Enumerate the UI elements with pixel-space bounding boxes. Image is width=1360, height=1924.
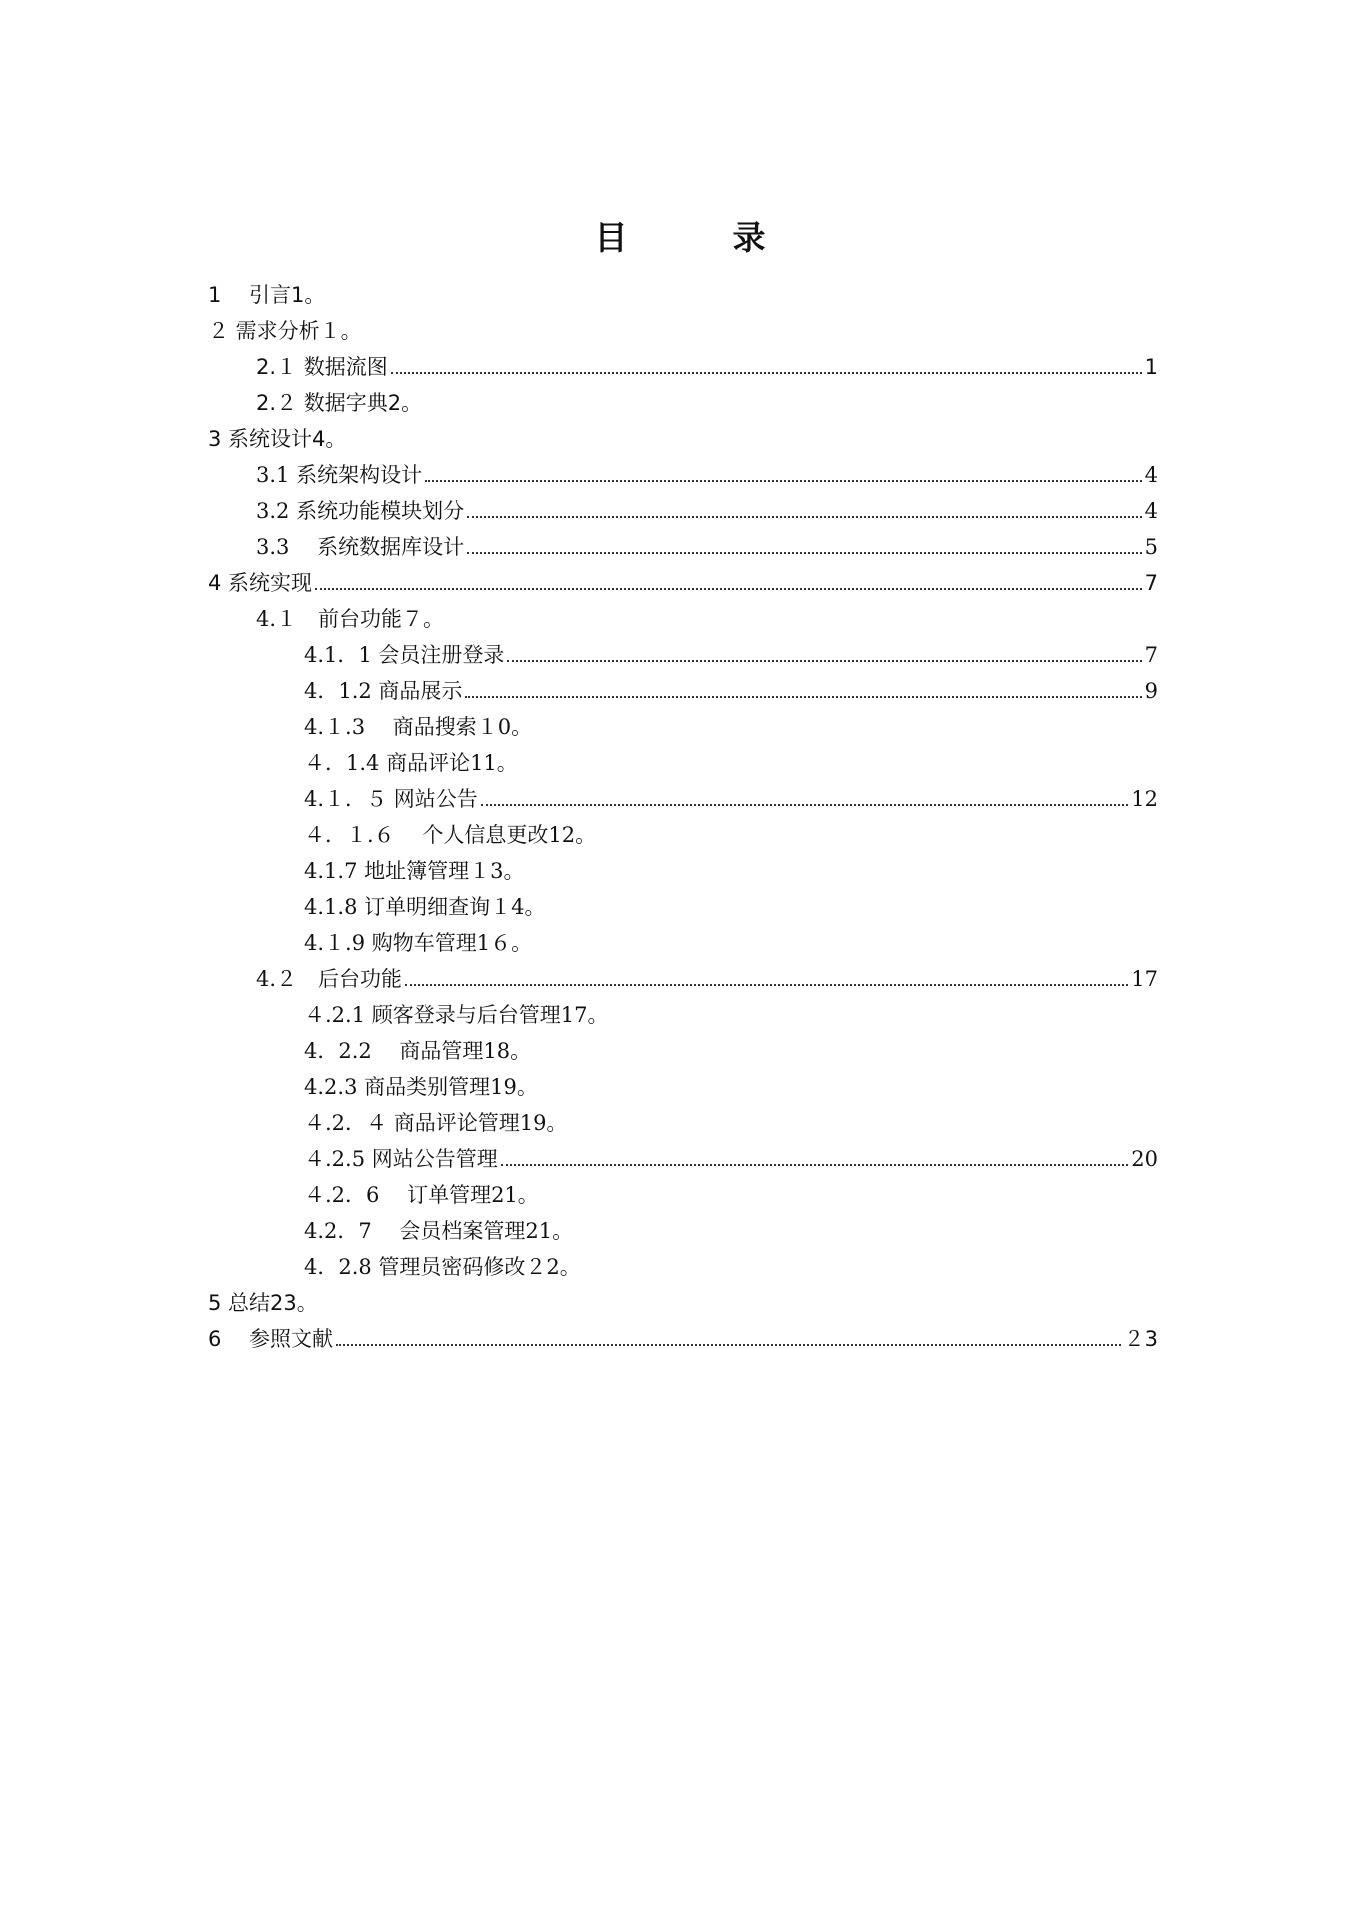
toc-entry-label: ４.2.1 顾客登录与后台管理17。	[304, 1003, 609, 1027]
toc-dot-leader	[467, 516, 1142, 518]
toc-entry-label: 3.3 系统数据库设计	[256, 535, 465, 559]
toc-entry-page-number: 7	[1144, 643, 1158, 667]
toc-entry-label: 4.２ 后台功能	[256, 967, 403, 991]
toc-entry-label: 4.１.3 商品搜索１0。	[304, 715, 533, 739]
toc-entry-page-number: 5	[1144, 535, 1158, 559]
toc-entry[interactable]	[208, 560, 1158, 596]
toc-entry[interactable]	[304, 1064, 538, 1100]
toc-entry-label: 4.１ 前台功能７。	[256, 607, 445, 631]
toc-entry[interactable]	[208, 1280, 318, 1316]
toc-entry[interactable]	[304, 812, 596, 848]
toc-entry-label: 2.１ 数据流图	[256, 355, 388, 379]
toc-entry[interactable]	[304, 776, 1158, 812]
toc-entry-label: 4 系统实现	[208, 571, 313, 595]
toc-title: 目 录	[594, 218, 802, 257]
toc-entry-page-number: 1	[1144, 355, 1158, 379]
toc-entry-page-number: ２3	[1123, 1327, 1158, 1351]
toc-entry-label: 5 总结23。	[208, 1291, 318, 1315]
toc-entry-page-number: 9	[1144, 679, 1158, 703]
toc-entry-label: 4.1.7 地址簿管理１3。	[304, 859, 525, 883]
toc-entry[interactable]	[304, 632, 1158, 668]
toc-entry[interactable]	[256, 596, 444, 632]
toc-entry[interactable]	[304, 740, 518, 776]
toc-dot-leader	[336, 1344, 1121, 1346]
toc-entry-page-number: 4	[1144, 499, 1158, 523]
toc-entry-label: 4.１．５ 网站公告	[304, 787, 478, 811]
toc-entry[interactable]	[304, 1028, 531, 1064]
toc-entry[interactable]	[304, 1244, 581, 1280]
toc-dot-leader	[425, 480, 1142, 482]
toc-entry[interactable]	[304, 848, 524, 884]
toc-entry-label: ４．１.６ 个人信息更改12。	[304, 823, 597, 847]
toc-entry[interactable]	[256, 524, 1158, 560]
toc-entry-label: ４．1.4 商品评论11。	[304, 751, 518, 775]
toc-entry[interactable]	[304, 992, 608, 1028]
toc-entry-label: 4．2.8 管理员密码修改２2。	[304, 1255, 581, 1279]
toc-entry-page-number: 4	[1144, 463, 1158, 487]
toc-entry-label: 2.２ 数据字典2。	[256, 391, 423, 415]
toc-entry-label: 3.1 系统架构设计	[256, 463, 423, 487]
toc-entry-label: 4．1.2 商品展示	[304, 679, 463, 703]
toc-entry[interactable]	[304, 668, 1158, 704]
toc-entry[interactable]	[256, 344, 1158, 380]
toc-entry-label: ４.2.5 网站公告管理	[304, 1147, 498, 1171]
toc-entry[interactable]	[256, 956, 1158, 992]
toc-entry-page-number: 20	[1131, 1147, 1158, 1171]
toc-entry[interactable]	[304, 1100, 567, 1136]
toc-entry-label: 3 系统设计4。	[208, 427, 347, 451]
toc-entry[interactable]	[208, 416, 346, 452]
toc-entry-label: 4．2.2 商品管理18。	[304, 1039, 532, 1063]
toc-entry[interactable]	[304, 1208, 573, 1244]
toc-entry-label: 4.1．1 会员注册登录	[304, 643, 505, 667]
toc-dot-leader	[315, 588, 1142, 590]
toc-entry[interactable]	[304, 1136, 1158, 1172]
toc-entry-page-number: 12	[1131, 787, 1158, 811]
toc-entry[interactable]	[256, 488, 1158, 524]
toc-dot-leader	[391, 372, 1142, 374]
toc-entry[interactable]	[208, 1316, 1158, 1352]
toc-entry-label: ４.2．４ 商品评论管理19。	[304, 1111, 568, 1135]
toc-dot-leader	[465, 696, 1141, 698]
toc-dot-leader	[501, 1164, 1129, 1166]
toc-dot-leader	[481, 804, 1129, 806]
toc-entry[interactable]	[304, 704, 532, 740]
toc-entry[interactable]	[208, 308, 362, 344]
toc-entry-label: 4.2.3 商品类别管理19。	[304, 1075, 538, 1099]
toc-entry-label: ２ 需求分析１。	[208, 319, 362, 343]
toc-dot-leader	[405, 984, 1128, 986]
toc-entry[interactable]	[256, 452, 1158, 488]
toc-entry[interactable]	[304, 1172, 539, 1208]
toc-entry-label: 3.2 系统功能模块划分	[256, 499, 465, 523]
toc-entry-label: 4.１.9 购物车管理1６。	[304, 931, 533, 955]
toc-entry-page-number: 7	[1144, 571, 1158, 595]
toc-dot-leader	[467, 552, 1142, 554]
toc-dot-leader	[507, 660, 1141, 662]
toc-entry-label: 1 引言1。	[208, 283, 326, 307]
toc-entry-label: 6 参照文献	[208, 1327, 334, 1351]
toc-entry[interactable]	[208, 272, 325, 308]
toc-entry[interactable]	[256, 380, 422, 416]
toc-entry-label: 4.1.8 订单明细查询１4。	[304, 895, 546, 919]
toc-entry-label: ４.2．6 订单管理21。	[304, 1183, 539, 1207]
toc-entry[interactable]	[304, 920, 532, 956]
toc-entry-page-number: 17	[1131, 967, 1158, 991]
toc-entry-label: 4.2．7 会员档案管理21。	[304, 1219, 574, 1243]
toc-entry[interactable]	[304, 884, 545, 920]
